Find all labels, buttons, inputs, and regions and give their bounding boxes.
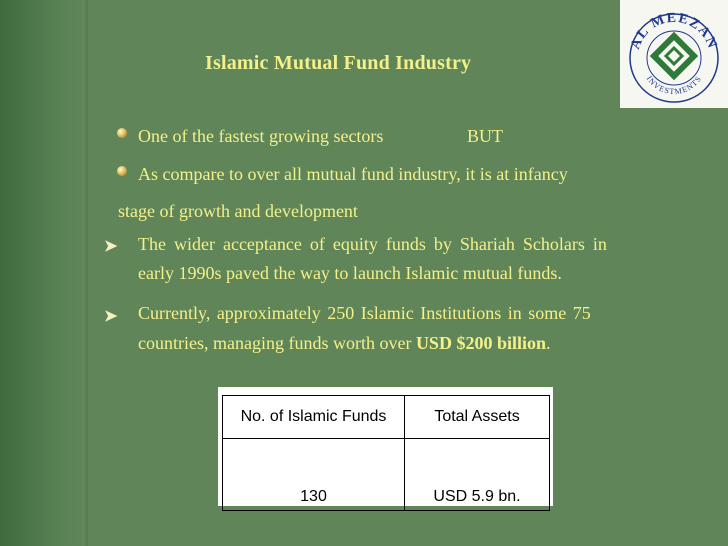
arrow-bullet-icon: ➤ — [104, 308, 118, 325]
sphere-bullet-icon — [117, 128, 127, 138]
table-row — [223, 439, 550, 511]
bullet-3-line-2: early 1990s paved the way to launch Islamic mutual funds. — [138, 263, 562, 283]
svg-text:INVESTMENTS: INVESTMENTS — [644, 74, 704, 97]
bullet-1-emphasis: BUT — [467, 126, 503, 146]
bullet-4-highlight: USD $200 billion — [415, 333, 546, 353]
bullet-3-line-1-text: The wider acceptance of equity funds by Shariah Scholars in — [138, 234, 607, 254]
bullet-4-line-2 — [138, 330, 550, 356]
svg-text:AL MEEZAN: AL MEEZAN — [628, 10, 720, 52]
bullet-2-line-1: As compare to over all mutual fund industry, it is at infancy — [138, 164, 568, 184]
bullet-4-line-1-text: Currently, approximately 250 Islamic Institutions in some 75 — [138, 303, 591, 323]
bullet-1-text: One of the fastest growing sectors — [138, 126, 384, 146]
funds-table — [222, 395, 550, 511]
sphere-bullet-icon — [117, 166, 127, 176]
bullet-4-line-2-text: countries, managing funds worth over — [138, 333, 416, 353]
funds-table-panel — [218, 387, 553, 506]
table-header-cell: Total Assets — [405, 396, 550, 439]
table-cell: 130 — [223, 439, 405, 511]
bullet-4-line-1 — [138, 300, 699, 326]
table-cell: USD 5.9 bn. — [405, 439, 550, 511]
bullet-2-line-2: stage of growth and development — [118, 201, 358, 221]
left-decorative-band — [0, 0, 88, 546]
slide-title: Islamic Mutual Fund Industry — [205, 52, 472, 74]
arrow-bullet-icon: ➤ — [104, 238, 118, 255]
al-meezan-logo — [620, 0, 728, 108]
table-header-cell: No. of Islamic Funds — [223, 396, 405, 439]
table-header-row — [223, 396, 550, 439]
bullet-4-period: . — [545, 333, 551, 353]
logo-emblem-icon — [620, 0, 728, 108]
bullet-3-line-1 — [138, 231, 699, 257]
